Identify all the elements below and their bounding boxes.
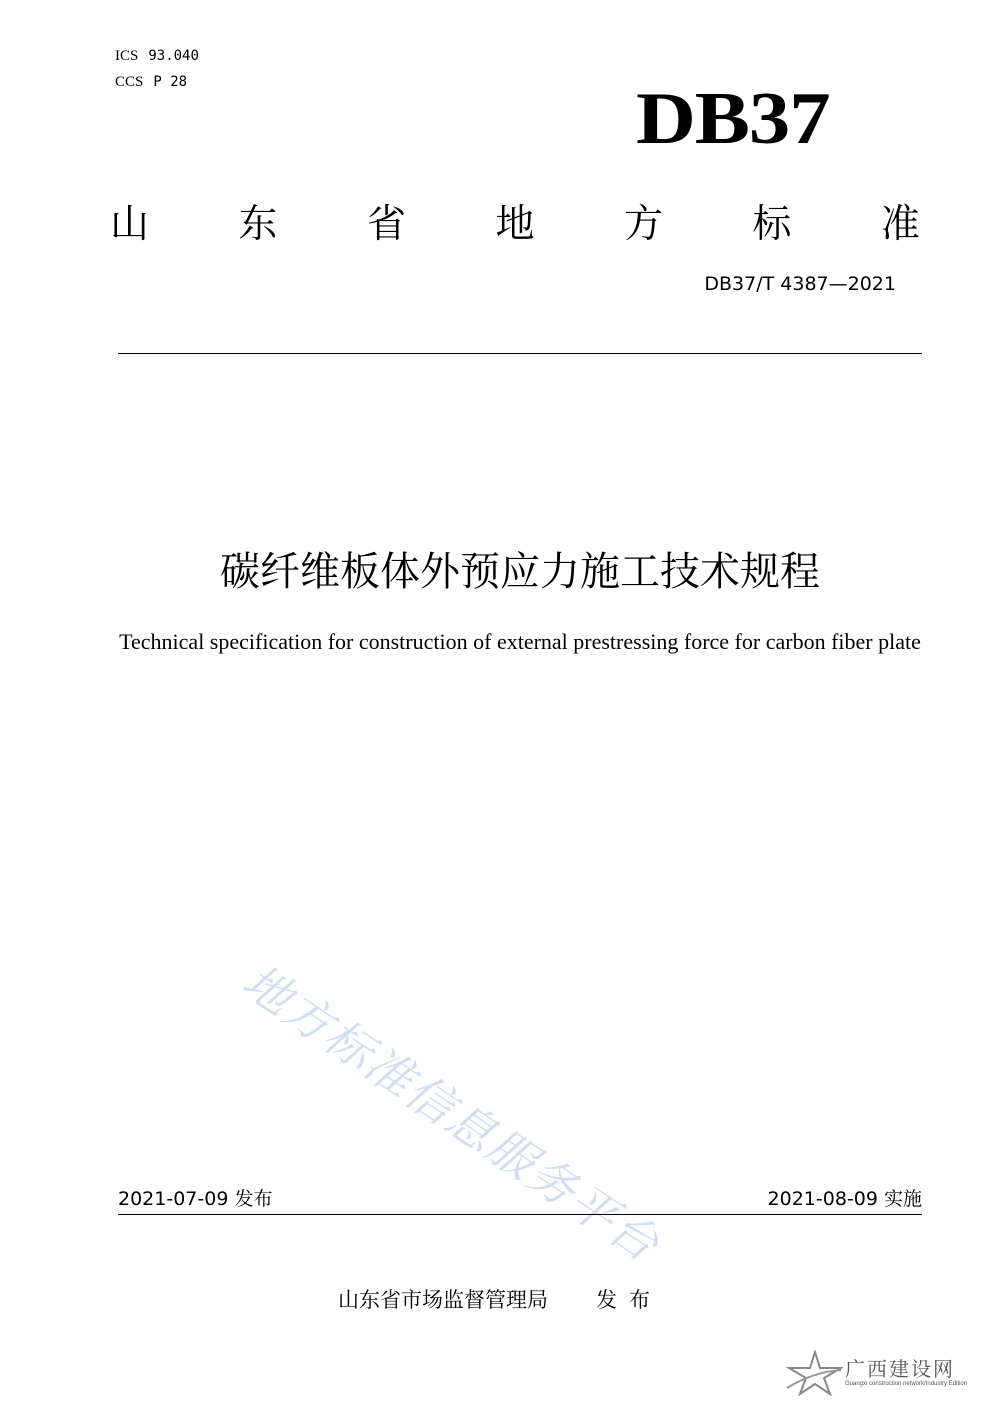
standard-type-char: 东 [238,202,278,247]
issuer-line [338,1284,662,1314]
standard-type-char: 省 [366,202,406,247]
ccs-code: P 28 [153,74,188,90]
standard-type-heading [110,193,920,249]
star-logo-icon [785,1350,843,1396]
ics-line [115,48,199,65]
header-divider [118,353,922,354]
standard-type-char: 地 [495,202,535,247]
footer-divider [118,1214,922,1215]
issuer-name: 山东省市场监督管理局 [338,1288,548,1312]
document-number: DB37/T 4387—2021 [704,273,896,295]
standard-type-char: 方 [623,202,663,247]
publish-date: 2021-07-09 发布 [118,1188,273,1210]
corner-logo-name: 广西建设网 [845,1357,955,1381]
ccs-label: CCS [115,74,144,90]
implement-date: 2021-08-09 实施 [767,1188,922,1210]
watermark: 地方标准信息服务平台 [232,954,670,1274]
standard-type-char: 山 [110,202,150,247]
standard-type-char: 标 [752,202,792,247]
ccs-line [115,74,187,91]
ics-label: ICS [115,48,139,64]
issuer-verb: 发布 [596,1288,662,1312]
corner-logo-subtitle: Guangxi construction network/Industry Edition [845,1381,968,1387]
standard-type-char: 准 [880,202,920,247]
db-logo: DB37 [636,78,830,160]
title-english: Technical specification for construction of external prestressing force for carbon fiber plate [119,629,921,654]
corner-watermark-logo [785,1348,985,1398]
ics-code: 93.040 [148,48,199,64]
title-chinese: 碳纤维板体外预应力施工技术规程 [220,549,820,595]
